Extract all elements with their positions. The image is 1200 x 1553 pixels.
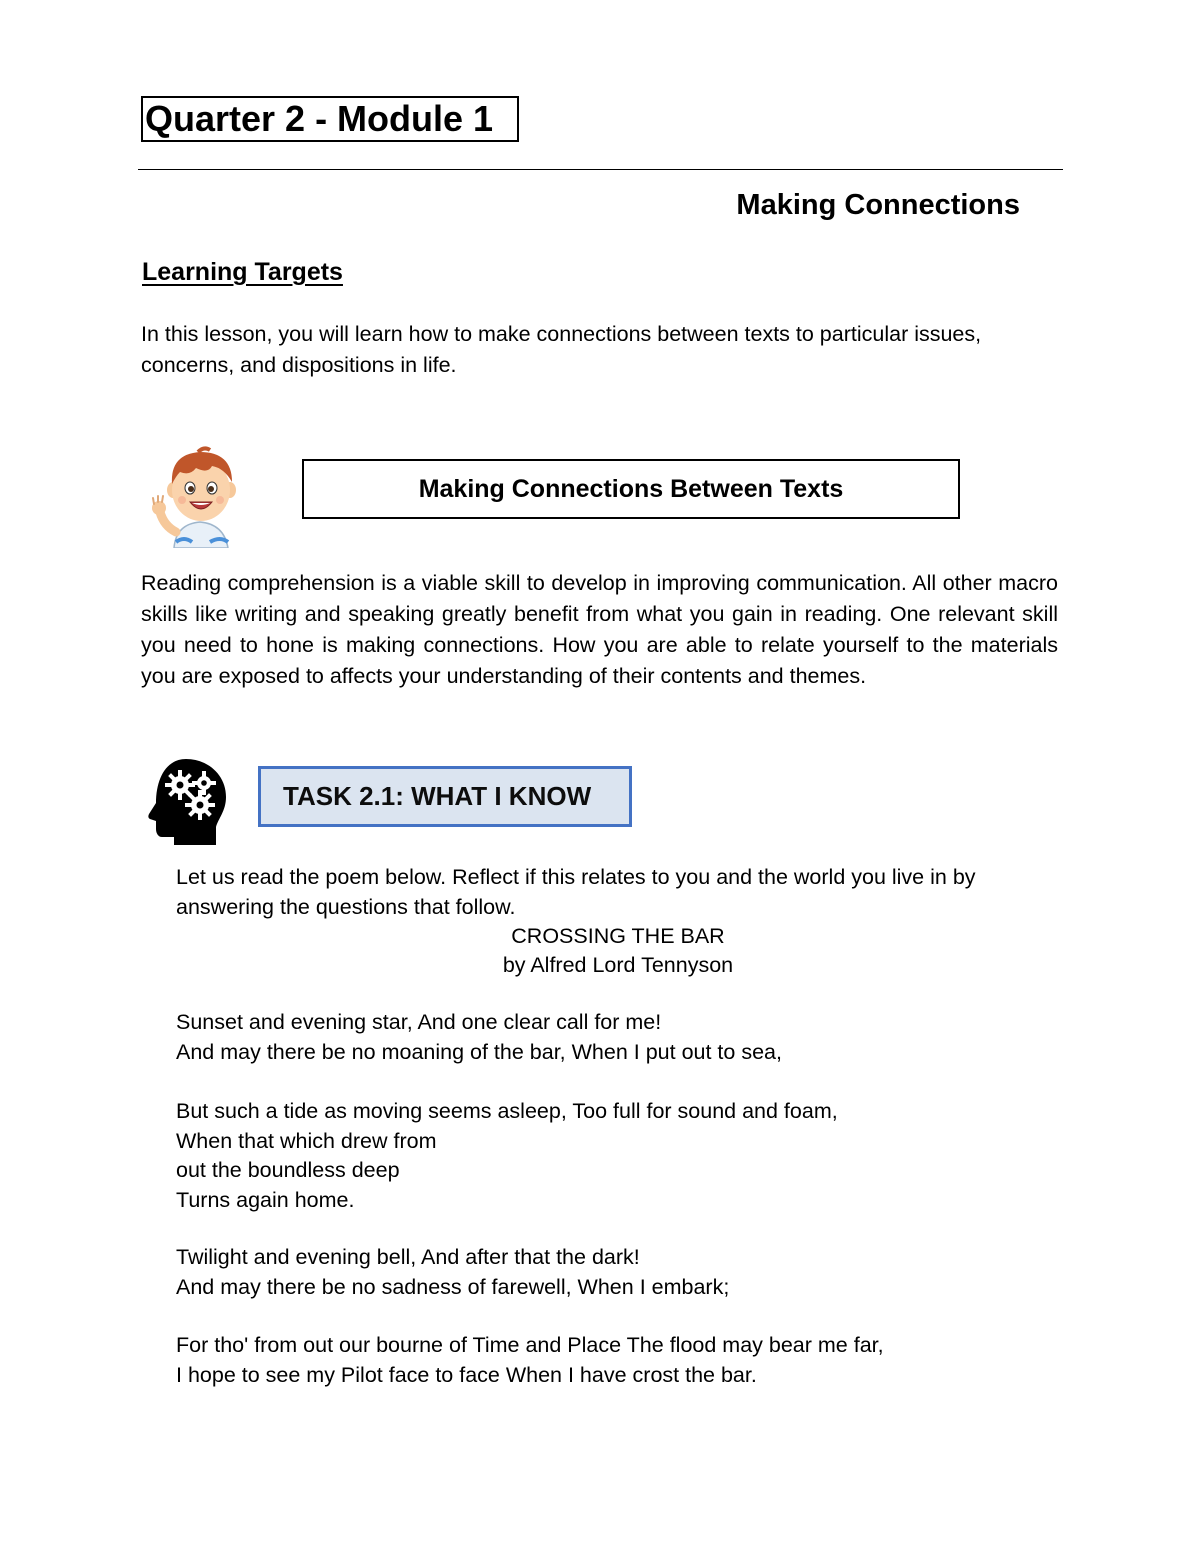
poem-stanza [176, 1008, 1066, 1067]
poem-stanza [176, 1331, 1066, 1390]
section-paragraph: Reading comprehension is a viable skill to develop in improving communication. All other macro skills like writing and speaking greatly benefit from what you gain in reading. One relevant skill you need to hone is making connections. How you are able to relate yourself to the materials you are exposed to affects your understanding of their contents and themes. [141, 571, 1058, 688]
poem-title: CROSSING THE BAR [511, 924, 725, 948]
poem-line: out the boundless deep [176, 1158, 400, 1182]
module-title-box [141, 96, 519, 142]
task-title-box [258, 766, 632, 827]
module-title: Quarter 2 - Module 1 [145, 98, 494, 139]
task-instructions: Let us read the poem below. Reflect if this relates to you and the world you live in by answering the questions that follow. [176, 865, 976, 919]
poem-line: And may there be no sadness of farewell, When I embark; [176, 1274, 730, 1299]
poem-line: And may there be no moaning of the bar, When I put out to sea, [176, 1039, 782, 1064]
poem-line: Sunset and evening star, And one clear call for me! [176, 1010, 662, 1034]
poem-line: Turns again home. [176, 1187, 355, 1212]
poem-author: by Alfred Lord Tennyson [502, 953, 734, 977]
lesson-title: Making Connections [736, 189, 1020, 221]
learning-targets-heading: Learning Targets [142, 258, 343, 286]
poem-line: Twilight and evening bell, And after that the dark! [176, 1245, 640, 1269]
section-title-box [302, 459, 960, 519]
poem-stanza [176, 1243, 1066, 1302]
poem-line: For tho' from out our bourne of Time and Place The flood may bear me far, [176, 1333, 884, 1357]
section-title: Making Connections Between Texts [418, 474, 844, 503]
task-title: TASK 2.1: WHAT I KNOW [283, 781, 592, 811]
poem-line: When that which drew from [176, 1128, 437, 1153]
poem-line: I hope to see my Pilot face to face When I have crost the bar. [176, 1362, 757, 1387]
head-gears-icon [146, 757, 230, 845]
poem-line: But such a tide as moving seems asleep, Too full for sound and foam, [176, 1099, 838, 1123]
learning-targets-text: In this lesson, you will learn how to make connections between texts to particular issues, concerns, and dispositions in life. [141, 322, 982, 377]
poem-stanza [176, 1097, 1066, 1215]
divider [138, 169, 1063, 170]
waving-boy-icon [150, 446, 250, 548]
